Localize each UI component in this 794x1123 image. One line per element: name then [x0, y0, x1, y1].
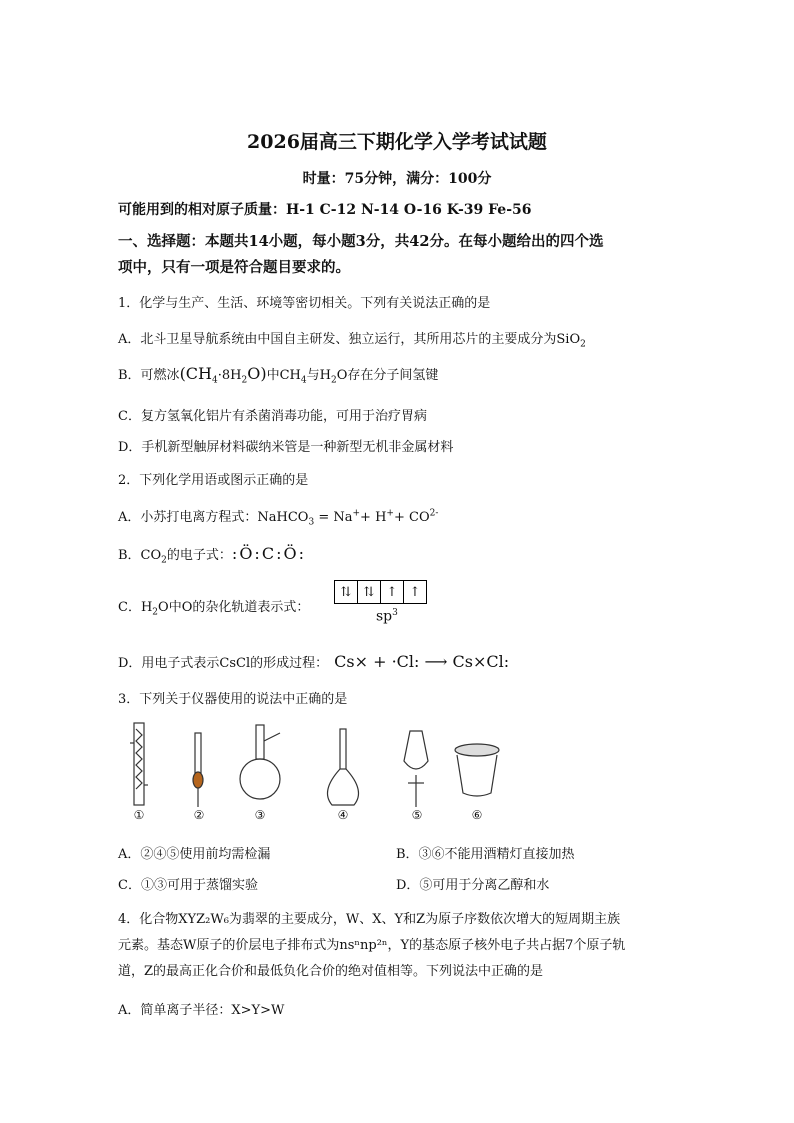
q4-line3: 道，Z的最高正化合价和最低负化合价的绝对值相等。下列说法中正确的是 — [118, 964, 544, 979]
orbital-box: ⇅ — [358, 581, 381, 603]
q3-option-a: A．②④⑤使用前均需检漏 — [118, 847, 271, 862]
q3-stem: 3．下列关于仪器使用的说法中正确的是 — [118, 692, 348, 707]
q3-option-b: B．③⑥不能用酒精灯直接加热 — [396, 847, 575, 862]
condenser-icon — [130, 723, 148, 805]
instrument-label: ⑥ — [471, 808, 483, 822]
orbital-diagram — [334, 580, 427, 604]
atomic-masses: 可能用到的相对原子质量：H-1 C-12 N-14 O-16 K-39 Fe-56 — [118, 202, 532, 218]
orbital-box: ↑ — [381, 581, 404, 603]
page-title: 2026届高三下期化学入学考试试题 — [247, 131, 547, 153]
q2-option-a: A．小苏打电离方程式：NaHCO$_3$ = $Na^++ H^++ CO^{2-}$ — [118, 508, 439, 528]
burette-icon — [193, 733, 203, 807]
volumetric-flask-icon — [328, 729, 359, 805]
q4-option-a: A．简单离子半径：X>Y>W — [118, 1003, 285, 1018]
instrument-label: ⑤ — [411, 808, 423, 822]
q2-option-d: D．用电子式表示CsCl的形成过程： Cs× + ·Cl: ⟶ Cs×Cl: — [118, 652, 510, 671]
q3-option-d: D．⑤可用于分离乙醇和水 — [396, 878, 550, 893]
instrument-label: ④ — [337, 808, 349, 822]
q1-stem: 1．化学与生产、生活、环境等密切相关。下列有关说法正确的是 — [118, 296, 491, 311]
q1-option-b: B．可燃冰$(CH_4\cdot 8H_2O)$中$CH_4$与$H_2O$存在分子间氢键 — [118, 364, 439, 386]
instrument-label: ② — [193, 808, 205, 822]
q4-line2: 元素。基态W原子的价层电子排布式为nsⁿnp²ⁿ，Y的基态原子核外电子共占据7个原子轨 — [118, 938, 626, 953]
lab-instruments — [110, 715, 510, 815]
crucible-icon — [455, 744, 499, 796]
orbital-box: ↑ — [409, 584, 421, 600]
h-plus-sup: + — [386, 508, 394, 519]
instrument-label: ① — [133, 808, 145, 822]
q1-option-d: D．手机新型触屏材料碳纳米管是一种新型无机非金属材料 — [118, 440, 454, 455]
q2-option-b: B．$CO_2$的电子式：:Ö:C:Ö: — [118, 544, 306, 566]
q2-option-c-text: C．$H_2O$中O的杂化轨道表示式： — [118, 600, 310, 618]
q1-option-c: C．复方氢氧化铝片有杀菌消毒功能，可用于治疗胃病 — [118, 409, 427, 424]
orbital-box: ⇅ — [335, 581, 358, 603]
q1-option-a: A．北斗卫星导航系统由中国自主研发、独立运行，其所用芯片的主要成分为SiO$_2$ — [118, 332, 586, 350]
section1-line1: 一、选择题：本题共14小题，每小题3分，共42分。在每小题给出的四个选 — [118, 233, 604, 250]
distillation-flask-icon — [240, 725, 280, 799]
separatory-funnel-icon — [404, 731, 428, 807]
section1-line2: 项中，只有一项是符合题目要求的。 — [118, 259, 350, 276]
q2-stem: 2．下列化学用语或图示正确的是 — [118, 473, 309, 488]
instrument-label: ③ — [254, 808, 266, 822]
exam-info: 时量：75分钟，满分：100分 — [302, 171, 492, 187]
q4-line1: 4．化合物XYZ₂W₆为翡翠的主要成分，W、X、Y和Z为原子序数依次增大的短周期主族 — [118, 912, 621, 927]
q3-option-c: C．①③可用于蒸馏实验 — [118, 878, 258, 893]
sp3-label: $sp^3$ — [376, 608, 398, 625]
